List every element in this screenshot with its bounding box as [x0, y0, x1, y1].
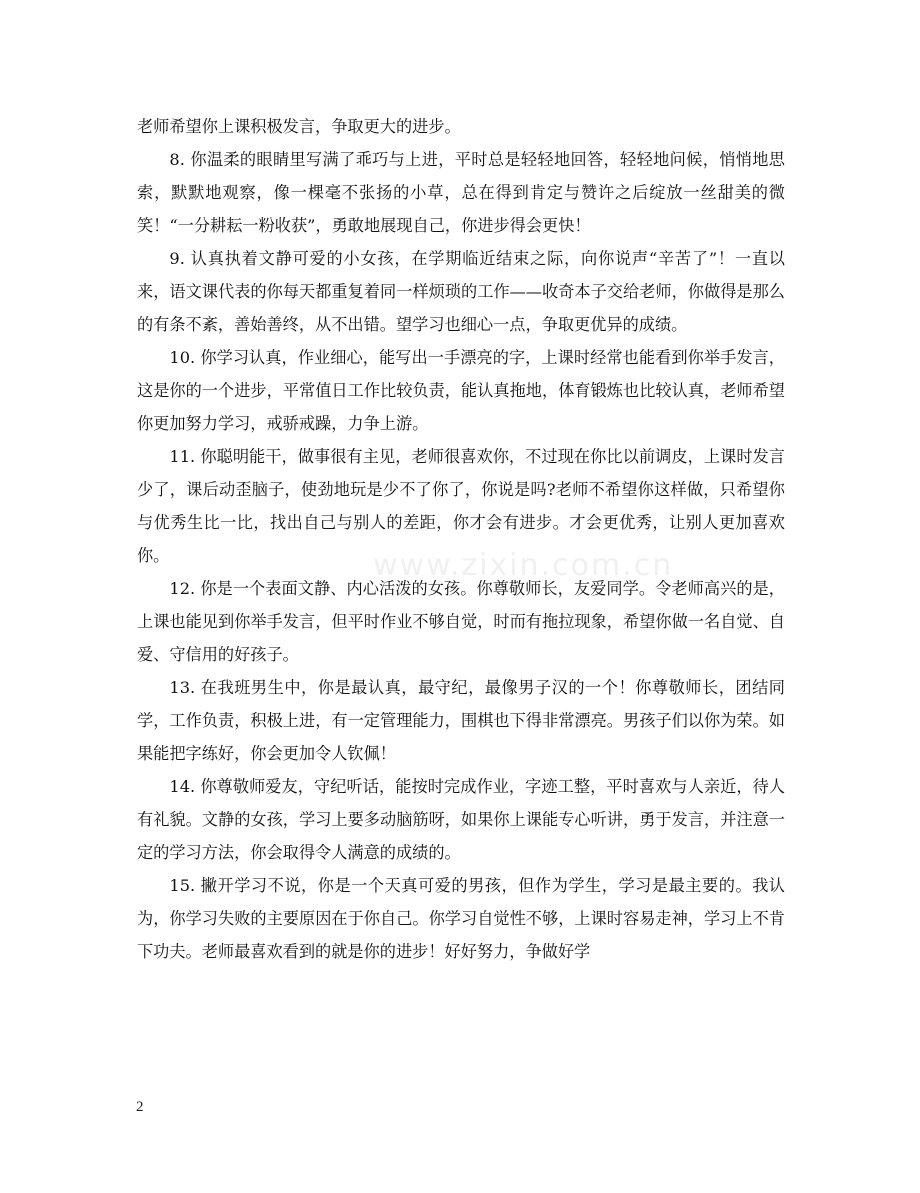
paragraph: 老师希望你上课积极发言，争取更大的进步。 [137, 117, 461, 136]
watermark: www.zixin.com.cn [373, 548, 674, 583]
paragraph: 10. 你学习认真，作业细心，能写出一手漂亮的字，上课时经常也能看到你举手发言，这是你的一个进步，平常值日工作比较负责，能认真拖地，体育锻炼也比较认真，老师希望你更加努力学习，戒骄戒躁，力争上游。 [137, 348, 785, 433]
paragraph: 12. 你是一个表面文静、内心活泼的女孩。你尊敬师长，友爱同学。令老师高兴的是，上课也能见到你举手发言，但平时作业不够自觉，时而有拖拉现象，希望你做一名自觉、自爱、守信用的好孩子。 [137, 579, 785, 664]
paragraph: 8. 你温柔的眼睛里写满了乖巧与上进，平时总是轻轻地回答，轻轻地问候，悄悄地思索，默默地观察，像一棵毫不张扬的小草，总在得到肯定与赞许之后绽放一丝甜美的微笑！“一分耕耘一粉收获”，勇敢地展现自己，你进步得会更快！ [137, 150, 785, 235]
paragraph: 14. 你尊敬师爱友，守纪听话，能按时完成作业，字迹工整，平时喜欢与人亲近，待人有礼貌。文静的女孩，学习上要多动脑筋呀，如果你上课能专心听讲，勇于发言，并注意一定的学习方法，你会取得令人满意的成绩的。 [137, 777, 785, 862]
paragraph: 9. 认真执着文静可爱的小女孩，在学期临近结束之际，向你说声“辛苦了”！一直以来，语文课代表的你每天都重复着同一样烦琐的工作——收奇本子交给老师，你做得是那么的有条不紊，善始善终，从不出错。望学习也细心一点，争取更优异的成绩。 [137, 249, 785, 334]
page-number: 2 [136, 1099, 144, 1115]
paragraph: 11. 你聪明能干，做事很有主见，老师很喜欢你，不过现在你比以前调皮，上课时发言少了，课后动歪脑子，使劲地玩是少不了你了，你说是吗?老师不希望你这样做，只希望你与优秀生比一比，找出自己与别人的差距，你才会有进步。才会更优秀，让别人更加喜欢你。 [137, 447, 785, 565]
paragraph: 15. 撇开学习不说，你是一个天真可爱的男孩，但作为学生，学习是最主要的。我认为，你学习失败的主要原因在于你自己。你学习自觉性不够，上课时容易走神，学习上不肯下功夫。老师最喜欢看到的就是你的进步！好好努力，争做好学 [137, 876, 785, 961]
paragraph: 13. 在我班男生中，你是最认真，最守纪，最像男子汉的一个！你尊敬师长，团结同学，工作负责，积极上进，有一定管理能力，围棋也下得非常漂亮。男孩子们以你为荣。如果能把字练好，你会更加令人钦佩！ [137, 678, 785, 763]
document-body [137, 110, 785, 968]
